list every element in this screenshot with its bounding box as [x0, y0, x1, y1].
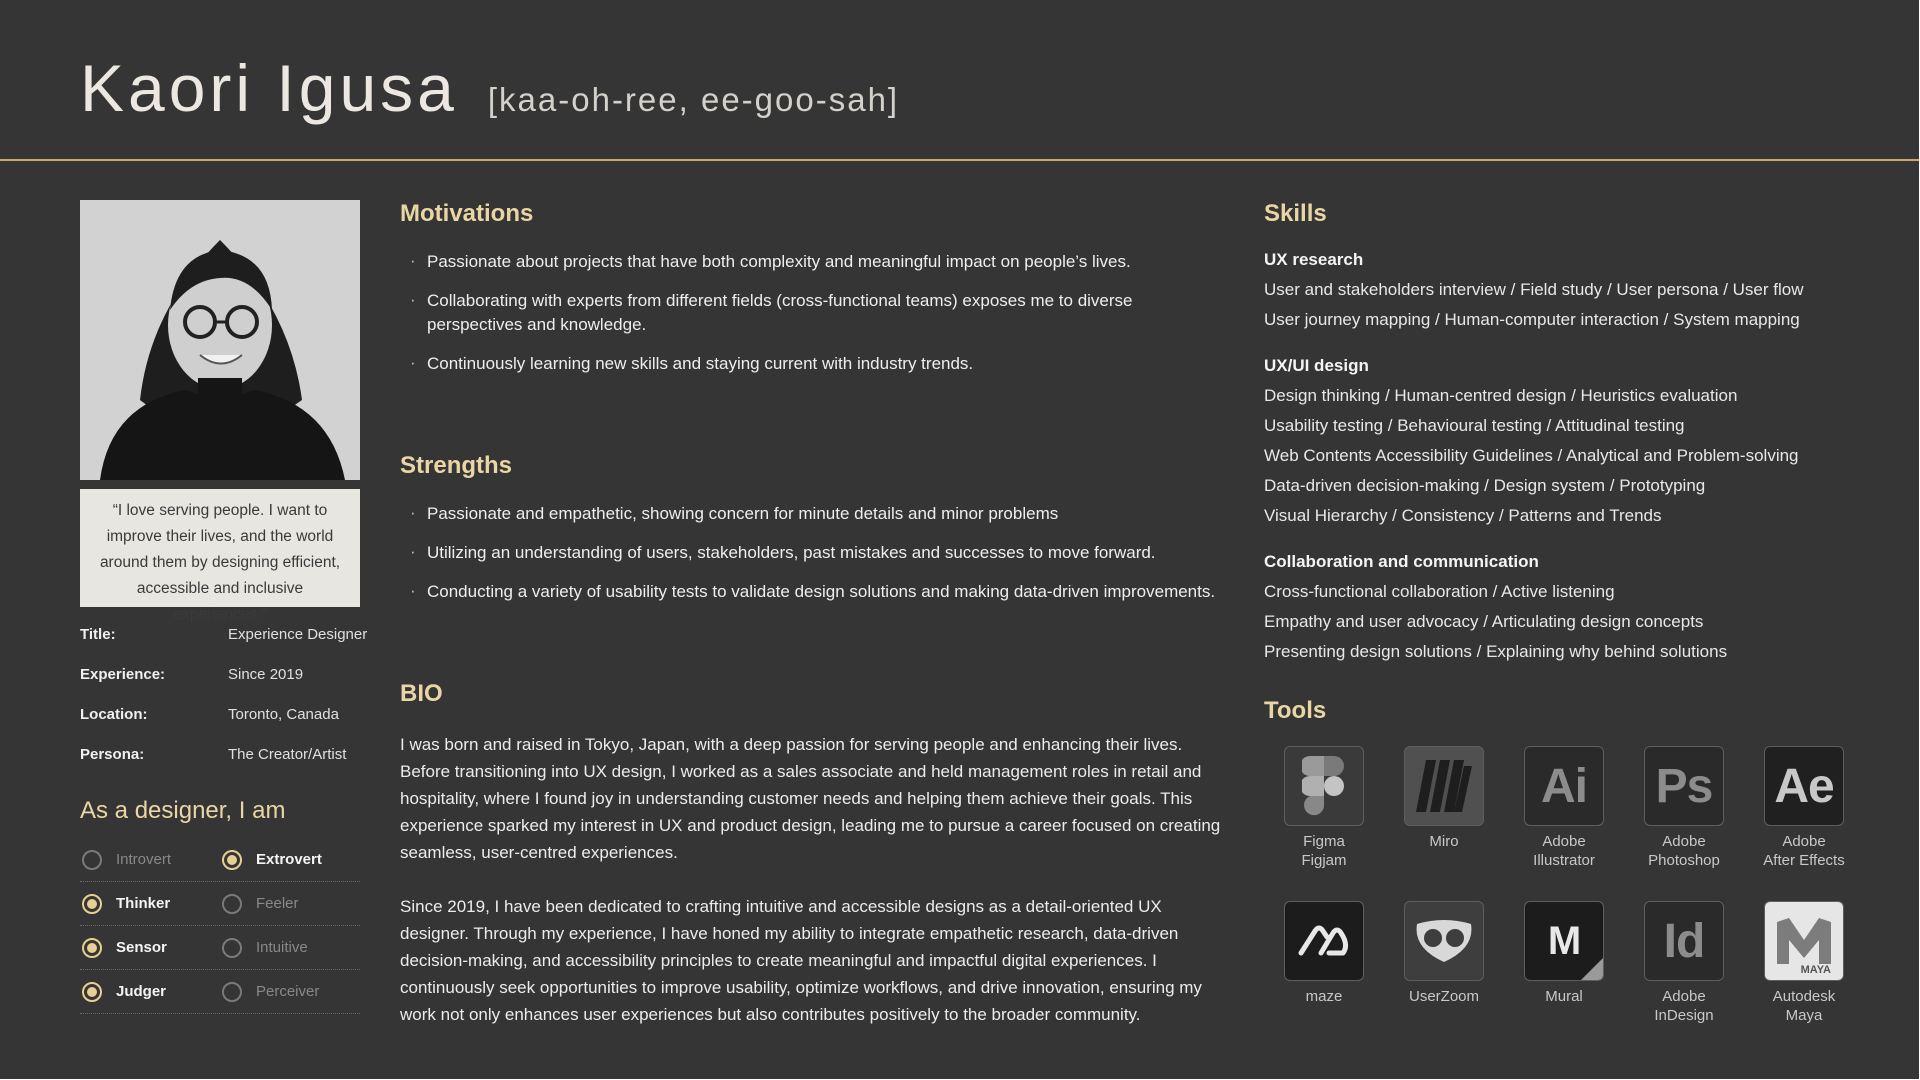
fact-value: Experience Designer [228, 626, 368, 643]
list-item: · Continuously learning new skills and staying current with industry trends. [410, 352, 1230, 376]
trait-option[interactable] [80, 982, 220, 1002]
skill-group-heading: Collaboration and communication [1264, 552, 1539, 571]
trait-label: Feeler [256, 895, 299, 912]
skill-line: User journey mapping / Human-computer interaction / System mapping [1264, 310, 1800, 329]
tool-label: Adobe After Effects [1763, 833, 1845, 869]
designer-traits-title: As a designer, I am [80, 797, 286, 824]
bio-paragraph-1: I was born and raised in Tokyo, Japan, with a deep passion for serving people and enhancing their lives. Before transitioning into UX design, I worked as a sales associate and held management roles in retail and hospitality, where I found joy in understanding customer needs and helping them achieve their goals. This experience sparked my interest in UX and product design, leading me to pursue a career focused on creating seamless, user-centred experiences. [400, 735, 1221, 862]
skill-group-ux-ui-design [1264, 351, 1904, 531]
trait-option[interactable] [80, 894, 220, 914]
trait-option[interactable] [220, 982, 360, 1002]
trait-option[interactable] [220, 850, 360, 870]
motivations-list [410, 250, 1230, 391]
radio-selected-icon [82, 894, 102, 914]
profile-photo [80, 200, 360, 480]
trait-row [80, 838, 360, 882]
tool-row [1264, 746, 1894, 901]
tool-item [1744, 901, 1864, 1056]
photoshop-icon [1644, 746, 1724, 826]
radio-unselected-icon [82, 850, 102, 870]
motivations-title: Motivations [400, 200, 534, 227]
icon-text: Ps [1655, 759, 1713, 813]
trait-label: Perceiver [256, 983, 320, 1000]
fact-row-persona [80, 746, 380, 786]
fact-row-experience [80, 666, 380, 706]
tool-label: Figma Figjam [1301, 833, 1347, 869]
fact-label: Location: [80, 706, 148, 723]
tool-item [1744, 746, 1864, 901]
tool-label: Mural [1545, 988, 1583, 1005]
bio-title: BIO [400, 680, 443, 707]
icon-text: Ai [1541, 759, 1587, 813]
skill-line: Data-driven decision-making / Design system / Prototyping [1264, 476, 1706, 495]
radio-unselected-icon [222, 938, 242, 958]
radio-unselected-icon [222, 894, 242, 914]
trait-option[interactable] [220, 938, 360, 958]
skill-line: Design thinking / Human-centred design / Heuristics evaluation [1264, 386, 1738, 405]
radio-selected-icon [82, 982, 102, 1002]
list-item: · Passionate and empathetic, showing concern for minute details and minor problems [410, 502, 1230, 526]
mural-icon [1524, 901, 1604, 981]
trait-option[interactable] [80, 850, 220, 870]
persona-quote: “I love serving people. I want to improve their lives, and the world around them by designing efficient, accessible and inclusive experiences.” [80, 489, 360, 607]
pronunciation: [kaa-oh-ree, ee-goo-sah] [487, 81, 900, 118]
indesign-icon [1644, 901, 1724, 981]
skill-line: Visual Hierarchy / Consistency / Patterns and Trends [1264, 506, 1662, 525]
tool-label: Miro [1429, 833, 1459, 850]
trait-label: Sensor [116, 939, 167, 956]
miro-icon [1404, 746, 1484, 826]
skill-line: Presenting design solutions / Explaining why behind solutions [1264, 642, 1728, 661]
icon-text: Ae [1774, 759, 1834, 813]
tool-item [1504, 901, 1624, 1056]
radio-selected-icon [82, 938, 102, 958]
tools-grid [1264, 746, 1894, 1056]
strengths-list [410, 502, 1230, 619]
tool-item [1264, 901, 1384, 1056]
trait-row [80, 926, 360, 970]
header [80, 50, 899, 130]
tool-label: Adobe Photoshop [1648, 833, 1720, 869]
trait-label: Intuitive [256, 939, 308, 956]
list-item: · Collaborating with experts from different fields (cross-functional teams) exposes me to diverse perspectives and knowledge. [410, 289, 1230, 337]
skill-line: Usability testing / Behavioural testing / Attitudinal testing [1264, 416, 1685, 435]
skill-line: Web Contents Accessibility Guidelines / Analytical and Problem-solving [1264, 446, 1799, 465]
tool-label: Adobe Illustrator [1533, 833, 1595, 869]
fact-row-location [80, 706, 380, 746]
list-item: · Passionate about projects that have both complexity and meaningful impact on people’s lives. [410, 250, 1230, 274]
tool-row [1264, 901, 1894, 1056]
persona-name: Kaori Igusa [80, 51, 458, 125]
skill-group-ux-research [1264, 245, 1904, 335]
list-item: · Utilizing an understanding of users, stakeholders, past mistakes and successes to move forward. [410, 541, 1230, 565]
skill-line: Empathy and user advocacy / Articulating design concepts [1264, 612, 1704, 631]
tool-item [1624, 746, 1744, 901]
bio-paragraph-2: Since 2019, I have been dedicated to crafting intuitive and accessible designs as a detail-oriented UX designer. Through my experience, I have honed my ability to integrate empathetic research, data-driven decision-making, and accessibility principles to create meaningful and impactful digital experiences. I continuously seek opportunities to improve usability, optimize workflows, and drive innovation, ensuring my work not only enhances user experiences but also contributes positively to the broader community. [400, 897, 1202, 1024]
trait-row [80, 882, 360, 926]
tool-item [1384, 746, 1504, 901]
skills-list [1264, 245, 1904, 683]
tool-label: UserZoom [1408, 988, 1479, 1005]
trait-label: Thinker [116, 895, 171, 912]
fact-row-title [80, 626, 380, 666]
skills-title: Skills [1264, 200, 1327, 227]
after-effects-icon [1764, 746, 1844, 826]
trait-label: Introvert [116, 851, 172, 868]
trait-option[interactable] [80, 938, 220, 958]
tool-label: maze [1305, 988, 1343, 1005]
trait-option[interactable] [220, 894, 360, 914]
fact-value: Toronto, Canada [228, 706, 339, 723]
fact-value: Since 2019 [228, 666, 304, 683]
icon-text: Id [1663, 914, 1705, 968]
fact-label: Experience: [80, 666, 166, 683]
radio-unselected-icon [222, 982, 242, 1002]
skill-group-heading: UX research [1264, 250, 1364, 269]
fact-label: Title: [80, 626, 116, 643]
icon-text: MAYA [1800, 964, 1831, 976]
skill-line: Cross-functional collaboration / Active listening [1264, 582, 1615, 601]
figma-icon [1284, 746, 1364, 826]
tools-title: Tools [1264, 697, 1327, 724]
fact-value: The Creator/Artist [228, 746, 347, 763]
header-divider [0, 159, 1919, 161]
fact-label: Persona: [80, 746, 145, 763]
maze-icon [1284, 901, 1364, 981]
list-item: · Conducting a variety of usability tests to validate design solutions and making data-driven improvements. [410, 580, 1230, 604]
tool-label: Autodesk Maya [1772, 988, 1836, 1024]
designer-traits [80, 838, 360, 1014]
tool-item [1504, 746, 1624, 901]
userzoom-icon [1404, 901, 1484, 981]
persona-facts [80, 626, 380, 786]
trait-row [80, 970, 360, 1014]
maya-icon [1764, 901, 1844, 981]
skill-line: User and stakeholders interview / Field study / User persona / User flow [1264, 280, 1804, 299]
icon-text: M [1547, 918, 1581, 963]
skill-group-heading: UX/UI design [1264, 356, 1369, 375]
tool-item [1264, 746, 1384, 901]
tool-label: Adobe InDesign [1654, 988, 1714, 1024]
trait-label: Judger [116, 983, 167, 1000]
tool-item [1384, 901, 1504, 1056]
tool-item [1624, 901, 1744, 1056]
illustrator-icon [1524, 746, 1604, 826]
skill-group-collaboration [1264, 547, 1904, 667]
trait-label: Extrovert [256, 851, 322, 868]
strengths-title: Strengths [400, 452, 513, 479]
radio-selected-icon [222, 850, 242, 870]
